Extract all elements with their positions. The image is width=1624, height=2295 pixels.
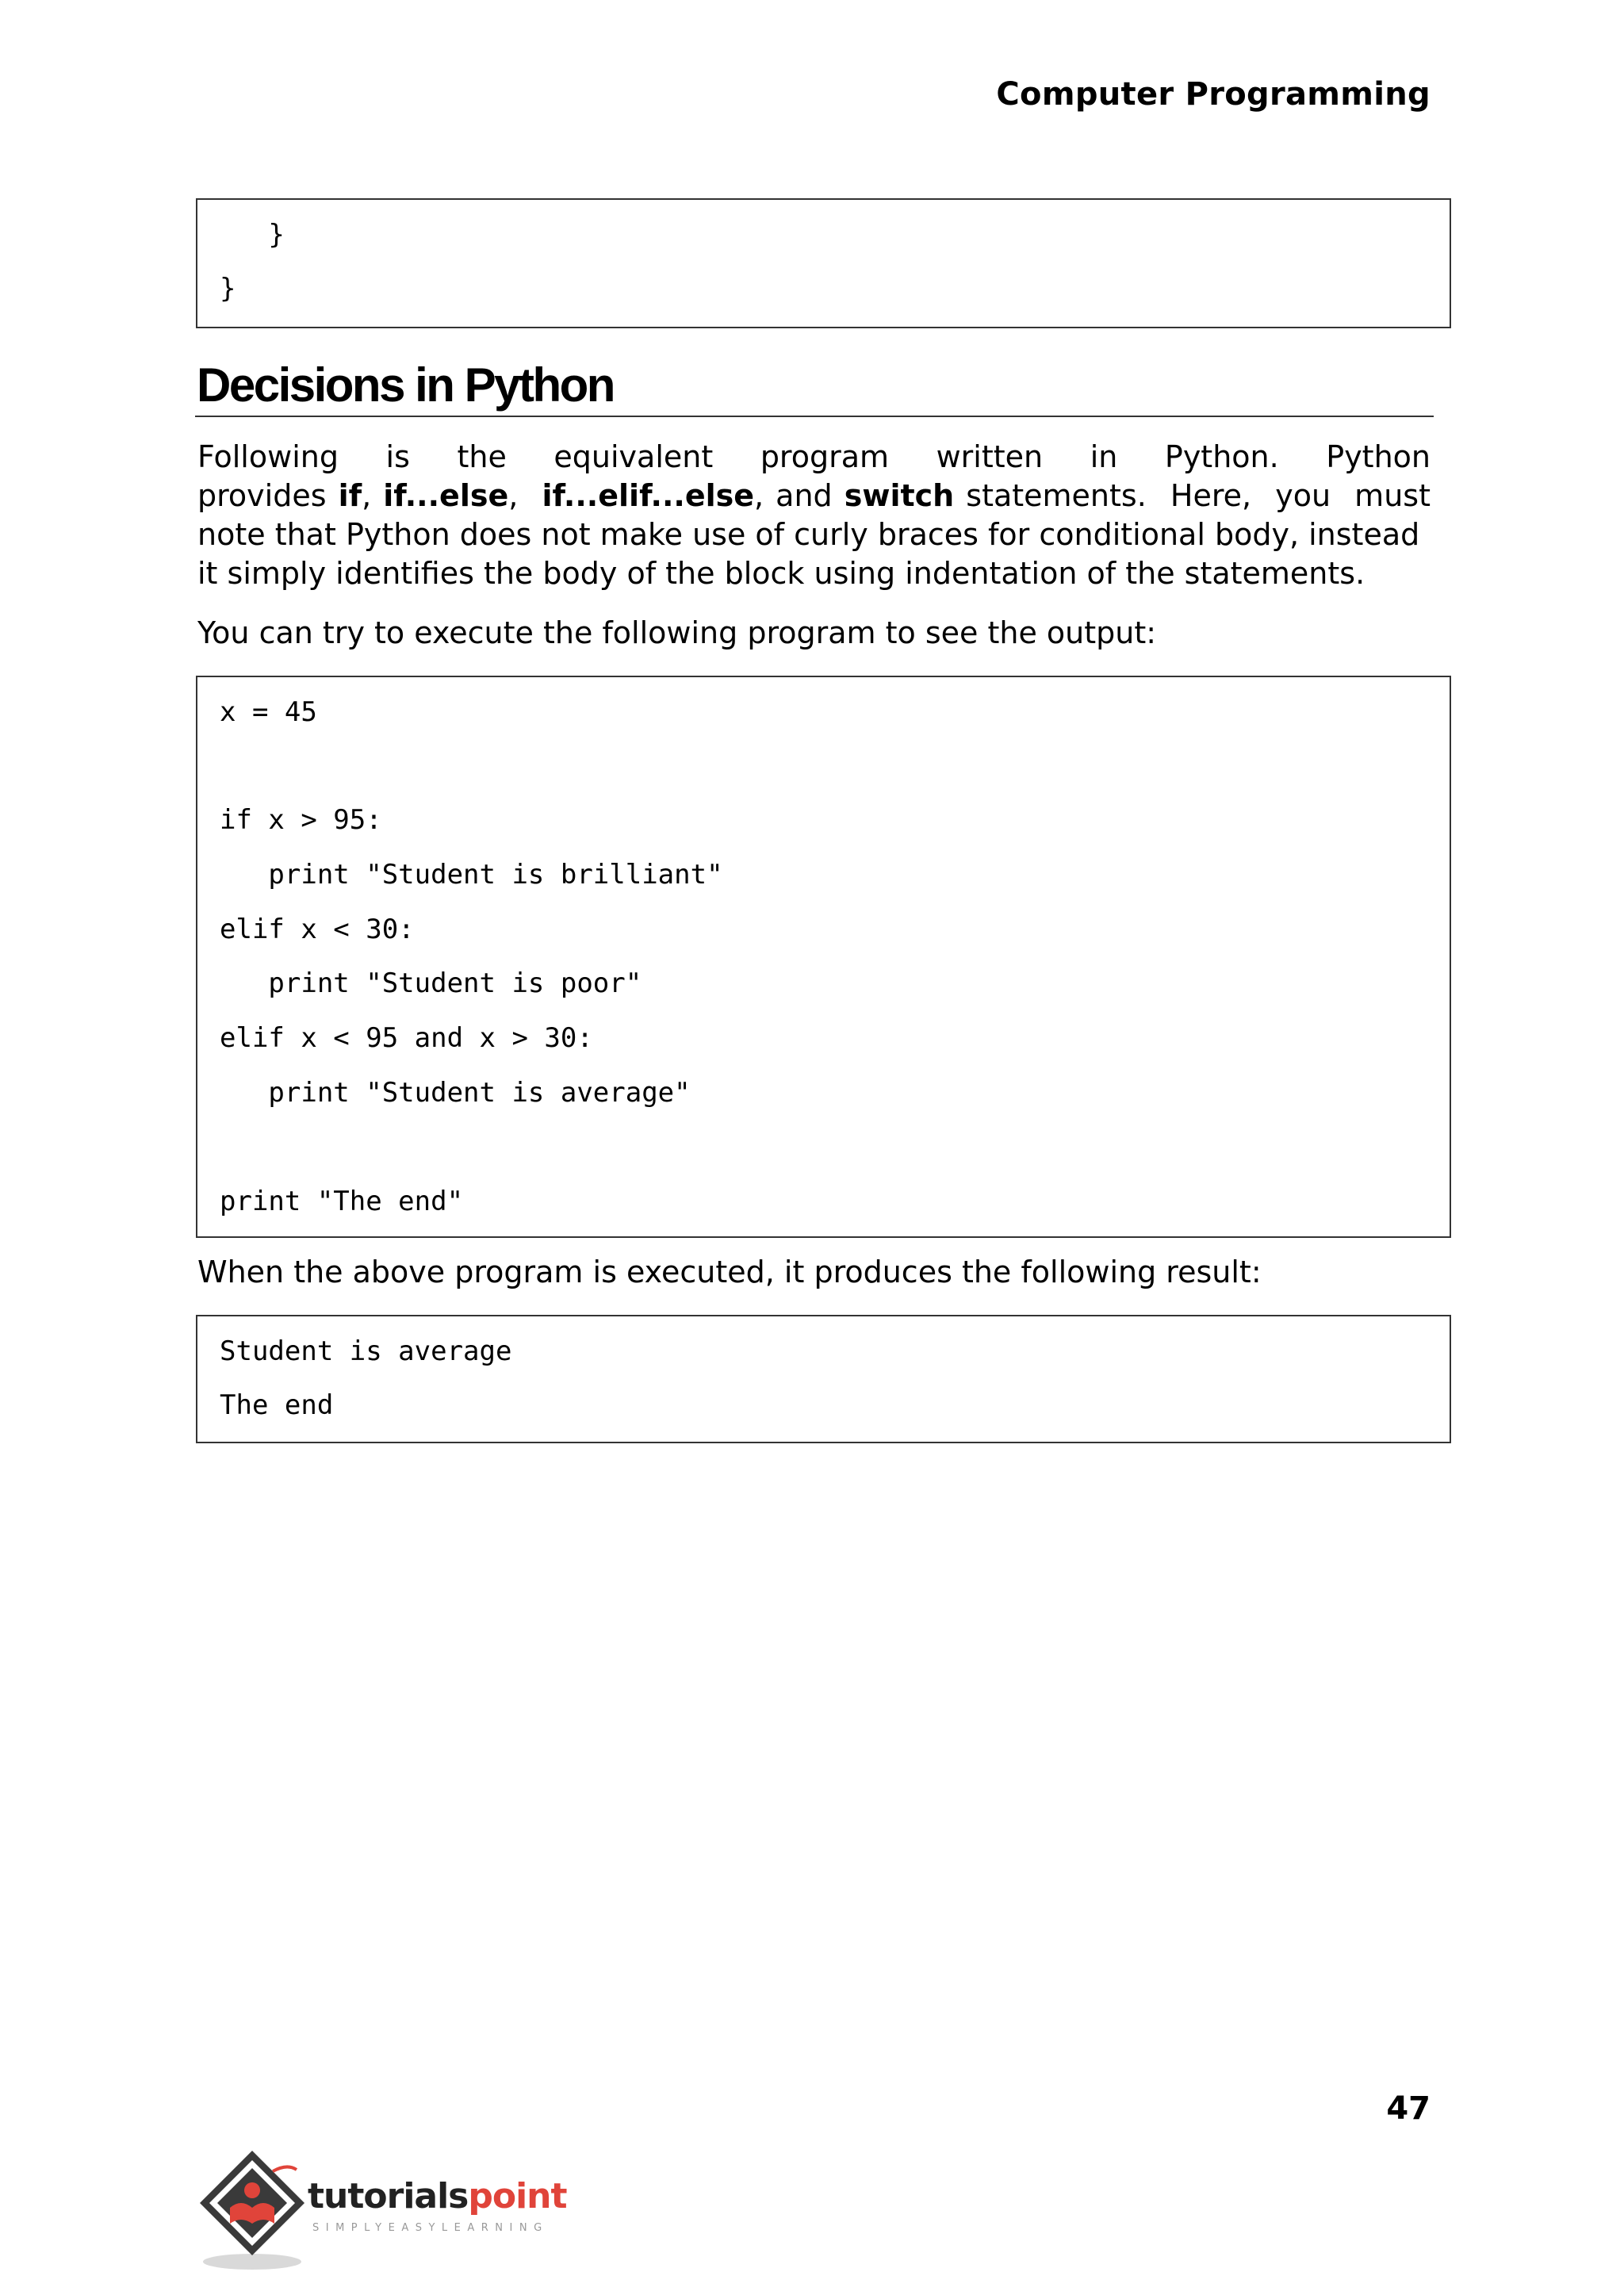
code-line: x = 45 [220,696,317,728]
keyword-if-else: if...else [383,478,509,513]
python-code-block [196,676,1451,1238]
code-block-continued [196,198,1451,328]
text-fragment: provides [197,478,339,513]
section-title: Decisions in Python [197,358,614,412]
logo-word-point: point [468,2176,567,2216]
keyword-if: if [338,478,362,513]
keyword-switch: switch [844,478,955,513]
section-divider [195,416,1434,417]
logo-wordmark [308,2176,567,2216]
code-line: print "Student is poor" [220,967,642,999]
code-line: print "Student is brilliant" [220,859,723,891]
logo-word-tutorials: tutorials [308,2176,469,2216]
intro-paragraph [197,438,1431,593]
logo-head-icon [244,2182,260,2198]
code-line: print "The end" [220,1186,464,1217]
logo-swoosh [273,2167,297,2171]
text-fragment: , [508,478,542,513]
logo-emblem-icon [195,2141,314,2276]
logo-shadow [203,2254,301,2270]
tutorialspoint-logo [195,2141,592,2276]
code-line: elif x < 30: [220,914,415,945]
intro-line-1: Following is the equivalent program written in Python. Python [197,439,1431,474]
intro-line-4: it simply identifies the body of the block using indentation of the statements. [197,556,1365,591]
intro-line-2 [197,477,1431,515]
text-fragment: , and [754,478,845,513]
intro-line-3: note that Python does not make use of curly braces for conditional body, instead [197,517,1420,552]
try-paragraph: You can try to execute the following program to see the output: [197,615,1157,650]
text-fragment: , [362,478,384,513]
code-line: print "Student is average" [220,1077,691,1109]
output-block [196,1315,1451,1443]
code-line: } [220,273,236,305]
code-line: } [220,219,285,251]
text-fragment: statements. Here, you must [954,478,1431,513]
code-line: if x > 95: [220,804,382,836]
result-paragraph: When the above program is executed, it produces the following result: [197,1255,1262,1289]
output-line: Student is average [220,1335,512,1367]
logo-tagline: SIMPLYEASYLEARNING [312,2222,549,2234]
keyword-if-elif-else: if...elif...else [542,478,755,513]
page-number: 47 [1386,2090,1431,2127]
output-line: The end [220,1389,334,1421]
running-header: Computer Programming [996,76,1431,113]
code-line: elif x < 95 and x > 30: [220,1022,593,1054]
